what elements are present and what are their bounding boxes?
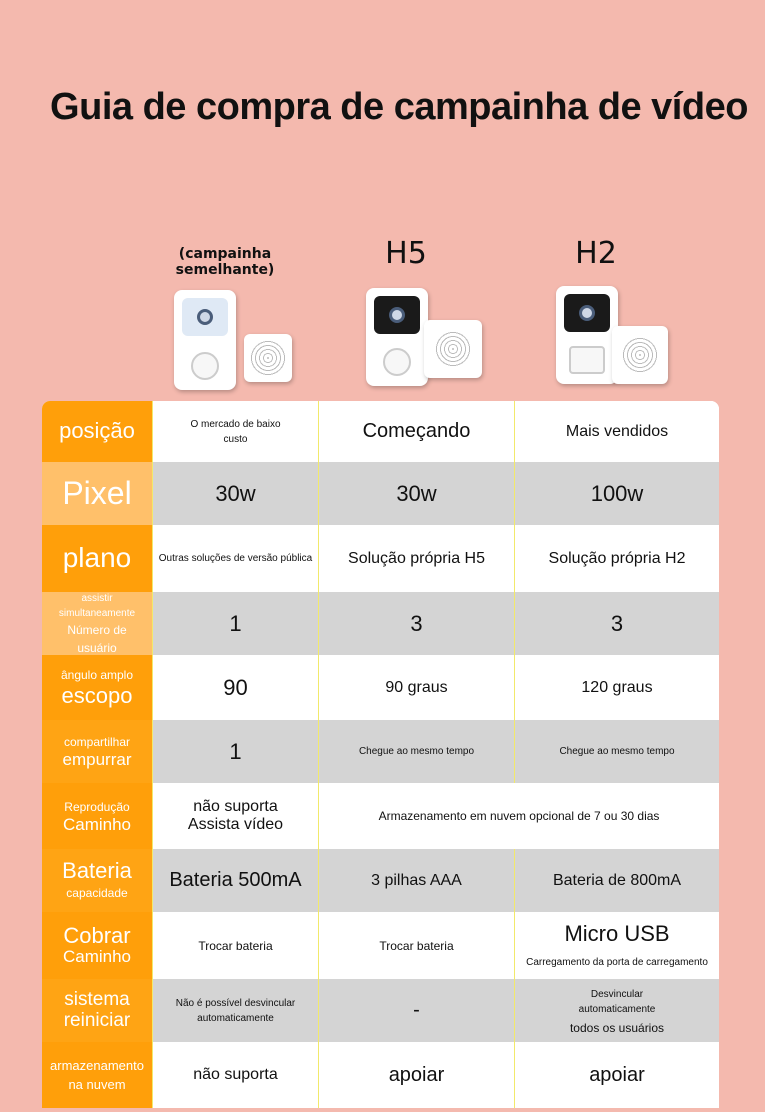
table-row-wide-angle [42, 655, 719, 720]
cell-h5: apoiar [318, 1042, 514, 1108]
cell-similar: 1 [152, 592, 318, 655]
cell-h5: - [318, 979, 514, 1042]
row-label: ângulo amplo escopo [42, 655, 152, 720]
cell-h5: Começando [318, 401, 514, 462]
cell-h5: Chegue ao mesmo tempo [318, 720, 514, 783]
cell-similar: Não é possível desvincular automaticamente [152, 979, 318, 1042]
cell-h2: 120 graus [514, 655, 719, 720]
cell-similar: O mercado de baixo custo [152, 401, 318, 462]
cell-h2: 3 [514, 592, 719, 655]
table-row-playback [42, 783, 719, 849]
row-label: Pixel [42, 462, 152, 525]
cell-h2: Micro USB Carregamento da porta de carregamento [514, 912, 719, 979]
table-row-pixel [42, 462, 719, 525]
table-row-system-reset [42, 979, 719, 1042]
cell-h2: Bateria de 800mA [514, 849, 719, 912]
cell-similar: 30w [152, 462, 318, 525]
table-row-cloud-storage [42, 1042, 719, 1108]
row-label: assistir simultaneamente Número de usuário [42, 592, 152, 655]
cell-h5: Trocar bateria [318, 912, 514, 979]
table-row-charging [42, 912, 719, 979]
row-label: sistema reiniciar [42, 979, 152, 1042]
table-row-battery [42, 849, 719, 912]
cell-h5: Solução própria H5 [318, 525, 514, 592]
cell-similar: Bateria 500mA [152, 849, 318, 912]
cell-similar: 90 [152, 655, 318, 720]
page-title: Guia de compra de campainha de vídeo [50, 86, 748, 128]
row-label: Cobrar Caminho [42, 912, 152, 979]
row-label: compartilhar empurrar [42, 720, 152, 783]
table-row-share-push [42, 720, 719, 783]
table-row-plan [42, 525, 719, 592]
column-header-h5: H5 [385, 236, 427, 271]
cell-h5: 3 pilhas AAA [318, 849, 514, 912]
column-header-h2: H2 [575, 236, 617, 271]
column-header-similar: (campainha semelhante) [175, 246, 275, 278]
product-image-similar [168, 280, 298, 392]
table-row-simultaneous-users [42, 592, 719, 655]
cell-h5: 3 [318, 592, 514, 655]
row-label: armazenamento na nuvem [42, 1042, 152, 1108]
table-row-position [42, 401, 719, 462]
cell-h2: Solução própria H2 [514, 525, 719, 592]
cell-similar: 1 [152, 720, 318, 783]
row-label: Reprodução Caminho [42, 783, 152, 849]
row-label: plano [42, 525, 152, 592]
cell-h5: 90 graus [318, 655, 514, 720]
cell-h2: Chegue ao mesmo tempo [514, 720, 719, 783]
cell-similar: Trocar bateria [152, 912, 318, 979]
cell-h5: 30w [318, 462, 514, 525]
row-label: posição [42, 401, 152, 462]
cell-h2: Mais vendidos [514, 401, 719, 462]
cell-similar: Outras soluções de versão pública [152, 525, 318, 592]
comparison-table [42, 401, 719, 1108]
cell-similar: não suporta [152, 1042, 318, 1108]
product-image-h5 [362, 280, 487, 392]
cell-similar: não suporta Assista vídeo [152, 783, 318, 849]
product-image-h2 [552, 280, 677, 392]
cell-h2: 100w [514, 462, 719, 525]
bell-icon [191, 352, 219, 380]
row-label: Bateria capacidade [42, 849, 152, 912]
cell-h2: Desvincular automaticamente todos os usuários [514, 979, 719, 1042]
cell-h5-h2-merged: Armazenamento em nuvem opcional de 7 ou 30 dias [318, 783, 719, 849]
cell-h2: apoiar [514, 1042, 719, 1108]
